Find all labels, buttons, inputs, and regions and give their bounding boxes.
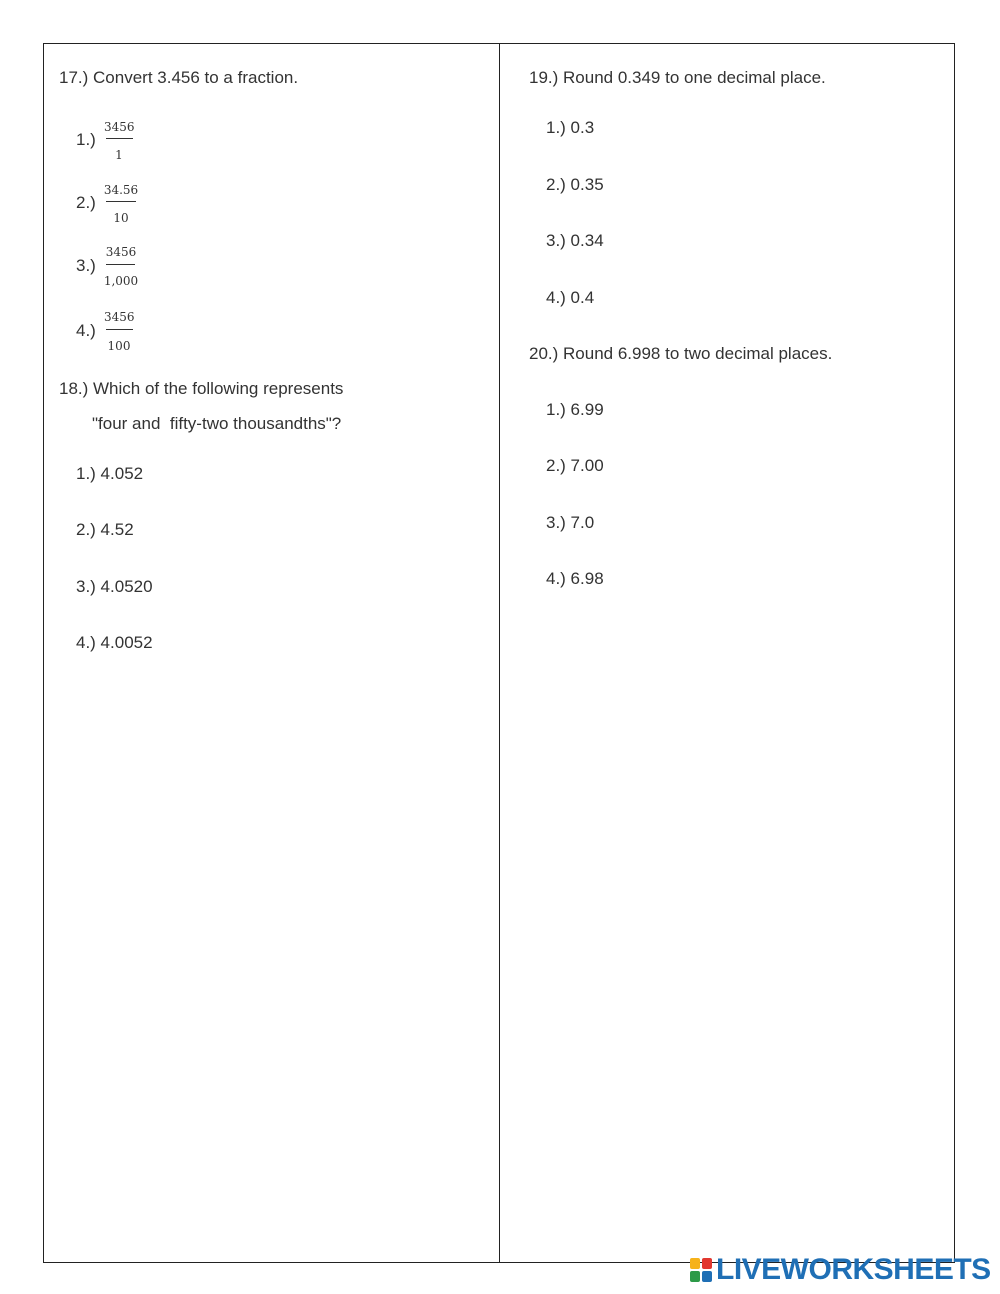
q17-option-1-numerator: 3456	[104, 120, 135, 134]
q19-option-4[interactable]: 4.) 0.4	[546, 288, 595, 307]
q17-option-2-denominator: 10	[113, 211, 129, 225]
fraction-bar	[106, 138, 133, 139]
q18-option-4[interactable]: 4.) 4.0052	[76, 633, 153, 652]
q17-option-1-denominator: 1	[115, 148, 123, 162]
q20-option-2[interactable]: 2.) 7.00	[546, 456, 604, 475]
q17-option-3-label[interactable]: 3.)	[76, 256, 96, 275]
q17-option-3-denominator: 1,000	[103, 274, 139, 288]
q17-question: 17.) Convert 3.456 to a fraction.	[59, 68, 299, 87]
q19-question: 19.) Round 0.349 to one decimal place.	[529, 68, 826, 87]
q20-option-4[interactable]: 4.) 6.98	[546, 569, 604, 588]
q18-question-line1: 18.) Which of the following represents	[59, 379, 344, 398]
q18-option-3[interactable]: 3.) 4.0520	[76, 577, 153, 596]
q20-option-3[interactable]: 3.) 7.0	[546, 513, 595, 532]
q17-option-4-numerator: 3456	[104, 310, 135, 324]
q17-option-4-label[interactable]: 4.)	[76, 321, 96, 340]
q20-option-1[interactable]: 1.) 6.99	[546, 400, 604, 419]
fraction-bar	[106, 264, 135, 265]
q17-option-3-numerator: 3456	[105, 245, 137, 259]
q18-question-line2: "four and fifty-two thousandths"?	[92, 414, 342, 433]
q17-option-1-label[interactable]: 1.)	[76, 130, 96, 149]
q20-question: 20.) Round 6.998 to two decimal places.	[529, 344, 833, 363]
liveworksheets-logo-text: LIVEWORKSHEETS	[716, 1253, 991, 1286]
q17-option-2-label[interactable]: 2.)	[76, 193, 96, 212]
q17-option-4-denominator: 100	[107, 339, 131, 353]
q18-option-1[interactable]: 1.) 4.052	[76, 464, 144, 483]
fraction-bar	[106, 329, 133, 330]
liveworksheets-logo-icon	[690, 1258, 712, 1282]
q19-option-1[interactable]: 1.) 0.3	[546, 118, 595, 137]
column-divider	[499, 43, 500, 1263]
q19-option-3[interactable]: 3.) 0.34	[546, 231, 604, 250]
q17-option-2-numerator: 34.56	[103, 183, 139, 197]
liveworksheets-logo[interactable]	[690, 1255, 991, 1285]
q19-option-2[interactable]: 2.) 0.35	[546, 175, 604, 194]
q18-option-2[interactable]: 2.) 4.52	[76, 520, 134, 539]
fraction-bar	[106, 201, 136, 202]
